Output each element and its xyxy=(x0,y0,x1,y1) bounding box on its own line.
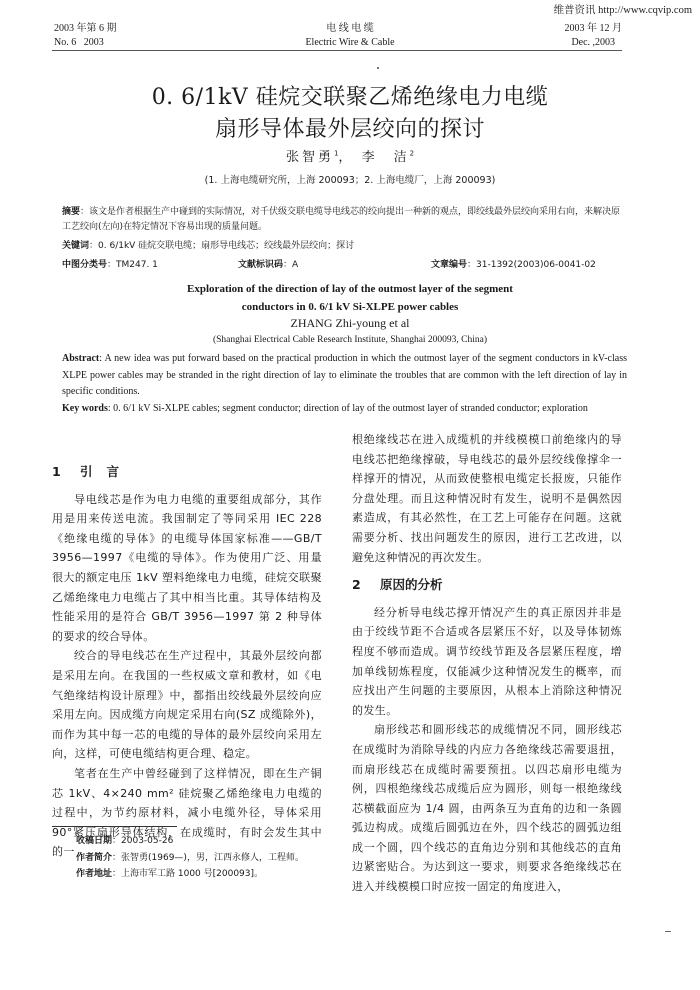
article-number-value: ：31-1392(2003)06-0041-02 xyxy=(467,260,596,270)
keywords-cn-label: 关键词 xyxy=(62,241,90,251)
header-date xyxy=(565,22,623,50)
header-rule xyxy=(52,50,622,51)
english-keywords xyxy=(62,401,627,418)
author-name: 张智勇 xyxy=(285,150,334,165)
watermark-text: 维普资讯 http://www.cqvip.com xyxy=(553,5,692,16)
english-abstract-label: Abstract xyxy=(62,353,100,364)
header-issue-cn: 2003 年第 6 期 xyxy=(54,23,117,34)
header-issue-en: No. 6 2003 xyxy=(54,37,104,48)
english-affiliation: (Shanghai Electrical Cable Research Institute, Shanghai 200093, China) xyxy=(212,335,488,345)
english-abstract-block xyxy=(62,351,627,417)
paragraph: 扇形线芯和圆形线芯的成缆情况不同，圆形线芯在成缆时为消除导线的内应力各绝缘线芯需要退扭，而扇形线芯在成缆时需要预扭。以四芯扇形电缆为例，四根绝缘线芯成缆后应为圆形，则每一根绝缘线芯横截面应为 1/4 圆，由两条互为直角的边和一条圆弧边构成。成缆后圆弧边在外，四个线芯的圆弧边组成一个圆，四个线芯的直角边分别和其他线芯的直角边紧密贴合。为达到这一要求，则要求各绝缘线芯在进入并线模模口时应按一固定的角度进入， xyxy=(352,723,622,894)
english-title-line1: Exploration of the direction of lay of the outmost layer of the segment xyxy=(187,283,513,295)
footnote-address xyxy=(76,866,304,883)
clc-label: 中图分类号 xyxy=(62,260,108,270)
doc-code xyxy=(238,257,299,270)
english-keywords-text: : 0. 6/1 kV Si-XLPE cables; segment conductor; direction of lay of the outmost layer of stranded conductor; exploration xyxy=(107,402,588,414)
paragraph: 根绝缘线芯在进入成缆机的并线模模口前绝缘内的导电线芯把绝缘撑破，导电线芯的最外层绞线像撑伞一样撑开的情况，从而致使整根电缆定长报废，只能作分盘处理。而且这种情况时有发生，说明不是偶然因素造成，有其必然性，在工艺上可能存在问题。这就需要分析、找出问题发生的原因，进行工艺改进，以避免这种情况的再次发生。 xyxy=(352,433,622,564)
clc-value: ：TM247. 1 xyxy=(107,260,158,270)
paragraph: 导电线芯是作为电力电缆的重要组成部分，其作用是用来传送电流。我国制定了等同采用 IEC 228《绝缘电缆的导体》的电缆导体国家标准——GB/T 3956—1997《电缆的导体》。作为使用广泛、用量很大的额定电压 1kV 塑料绝缘电力电缆，硅烷交联聚乙烯绝缘电力电缆占了其中相当比重。其导体结构及性能采用的是符合 GB/T 3956—1997 第 2 种导体的要求的绞合导体。 xyxy=(52,492,322,643)
paragraph: 笔者在生产中曾经碰到了这样情况，即在生产铜芯 1kV、4×240 mm² 硅烷聚乙烯绝缘电力电缆的过程中，为节约原材料，减小电缆外径，导体采用90°紧压扇形导体结构，在成缆时，有时会发生其中的一 xyxy=(52,766,322,859)
clc-number xyxy=(62,257,158,270)
footnote-address-label: 作者地址 xyxy=(76,869,113,879)
footnote-bio xyxy=(76,850,304,867)
header-journal-en: Electric Wire & Cable xyxy=(305,37,395,48)
section-number: 1 xyxy=(52,464,61,479)
body-column-left xyxy=(52,456,322,862)
keywords-cn xyxy=(62,239,622,254)
affiliation: (1. 上海电缆研究所，上海 200093；2. 上海电缆厂，上海 200093) xyxy=(204,175,496,186)
english-abstract xyxy=(62,351,627,401)
paper-title-line2: 扇形导体最外层绞向的探讨 xyxy=(214,117,485,142)
footnote-received xyxy=(76,833,304,850)
english-keywords-label: Key words xyxy=(62,402,108,414)
doc-code-label: 文献标识码 xyxy=(238,260,284,270)
paper-title-line1: 0. 6/1kV 硅烷交联聚乙烯绝缘电力电缆 xyxy=(151,85,549,110)
section-heading-2 xyxy=(352,575,622,595)
speck-mark xyxy=(377,67,379,69)
abstract-cn-text: ：该文是作者根据生产中碰到的实际情况，对千伏级交联电缆导电线芯的绞向提出一种新的观点，即绞线最外层绞向采用右向，来解决原工艺绞向(左向)在特定情况下容易出现的质量问题。 xyxy=(62,207,621,232)
article-number-label: 文章编号 xyxy=(431,260,468,270)
english-author: ZHANG Zhi-young et al xyxy=(290,316,410,330)
english-title-line2: conductors in 0. 6/1 kV Si-XLPE power cables xyxy=(241,301,459,313)
article-number xyxy=(431,257,596,270)
section-number: 2 xyxy=(352,577,361,593)
doc-code-value: ：A xyxy=(283,260,299,270)
english-title xyxy=(0,280,700,316)
section-heading-1 xyxy=(52,462,322,482)
paper-title xyxy=(0,82,700,146)
author-name: 李 洁 xyxy=(361,150,410,165)
section-title: 原因的分析 xyxy=(380,577,443,593)
keywords-cn-text: ：0. 6/1kV 硅烷交联电缆；扇形导电线芯；绞线最外层绞向；探讨 xyxy=(89,241,355,251)
author-list xyxy=(0,146,700,165)
author-separator: ， xyxy=(338,150,355,165)
paragraph: 经分析导电线芯撑开情况产生的真正原因并非是由于绞线节距不合适或各层紧压不好，以及导体韧炼程度不够而造成。调节绞线节距及各层紧压程度，增加单线韧炼程度，仅能减少这种情况发生的概率，而应找出产生问题的主要原因，从根本上消除这种情况的发生。 xyxy=(352,605,622,717)
abstract-cn-label: 摘要 xyxy=(62,207,81,217)
paragraph: 绞合的导电线芯在生产过程中，其最外层绞向都是采用左向。在我国的一些权威文章和教材，如《电气绝缘结构设计原理》中，都指出绞线最外层绞向应采用左向。因成缆方向规定采用右向(SZ 成缆除外)，而作为其中每一芯的电缆的导体的最外层绞向采用左向，这样，可使电缆结构更合理、稳定。 xyxy=(52,649,322,761)
header-date-cn: 2003 年 12 月 xyxy=(564,23,622,34)
section-title: 引言 xyxy=(80,464,134,479)
footnote-bio-value: ：张智勇(1969—)，男，江西永修人，工程师。 xyxy=(112,852,304,863)
footnote-received-value: ：2003-05-26 xyxy=(112,836,174,846)
footnote-address-value: ：上海市军工路 1000 号[200093]。 xyxy=(112,869,264,879)
footnotes xyxy=(76,833,304,883)
author-affil-marker: 2 xyxy=(409,149,415,158)
abstract-cn xyxy=(62,205,622,235)
scan-edge-mark xyxy=(665,931,671,932)
english-abstract-text: : A new idea was put forward based on the practical production in which the outmost layer of the segment conductors in kV-class XLPE power cables may be stranded in the right direction of lay to eliminate the troubles that are common with the left direction of lay in specific conditions. xyxy=(62,353,627,397)
header-journal-cn: 电 线 电 缆 xyxy=(326,23,374,34)
footnote-rule xyxy=(52,826,177,827)
header-date-en: Dec. ,2003 xyxy=(571,37,616,48)
footnote-received-label: 收稿日期 xyxy=(76,836,113,846)
footnote-bio-label: 作者简介 xyxy=(76,852,113,863)
body-column-right xyxy=(352,430,622,897)
author-affil-marker: 1 xyxy=(333,149,339,158)
